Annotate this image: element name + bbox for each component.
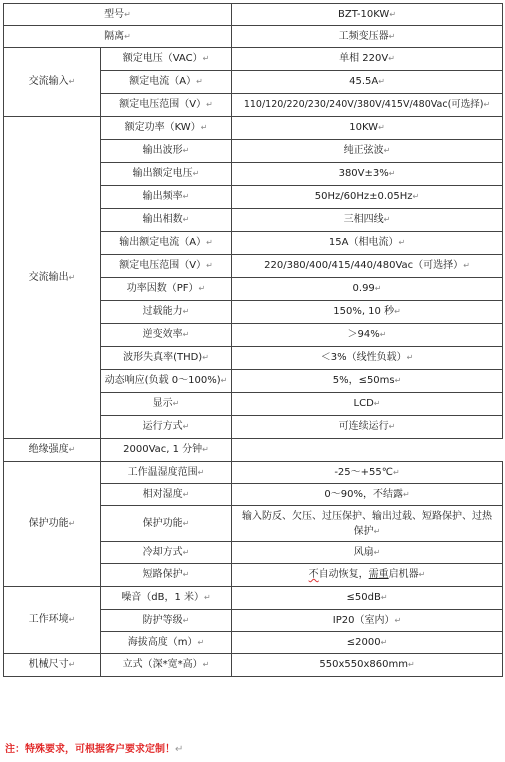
row-value: 380V±3%↵ — [232, 163, 503, 186]
table-row — [4, 26, 503, 48]
row-label-isolation: 隔离↵ — [4, 26, 232, 48]
table-row — [4, 462, 503, 484]
footnote: 注：特殊要求，可根据客户要求定制！↵ — [5, 744, 184, 755]
row-label: 相对湿度↵ — [101, 484, 232, 506]
row-label: 额定电流（A）↵ — [101, 71, 232, 94]
row-label: 输出额定电流（A）↵ — [101, 232, 232, 255]
row-value: 10KW↵ — [232, 117, 503, 140]
row-label: 运行方式↵ — [101, 416, 232, 439]
row-value: -25～+55℃↵ — [232, 462, 503, 484]
row-value: 输入防反、欠压、过压保护、输出过载、短路保护、过热保护↵ — [232, 506, 503, 542]
row-value: IP20（室内）↵ — [232, 610, 503, 632]
table-row — [4, 4, 503, 26]
row-label: 工作温湿度范围↵ — [101, 462, 232, 484]
row-label: 动态响应(负载 0～100%)↵ — [101, 370, 232, 393]
group-protection: 保护功能↵ — [4, 462, 101, 587]
row-value: 50Hz/60Hz±0.05Hz↵ — [232, 186, 503, 209]
group-ac-input: 交流输入↵ — [4, 48, 101, 117]
row-label: 噪音（dB，1 米）↵ — [101, 587, 232, 610]
row-value-isolation: 工频变压器↵ — [232, 26, 503, 48]
spec-table — [3, 3, 503, 677]
row-value: 15A（相电流）↵ — [232, 232, 503, 255]
row-value: LCD↵ — [232, 393, 503, 416]
row-label: 绝缘强度↵ — [4, 439, 101, 462]
row-value: ≤50dB↵ — [232, 587, 503, 610]
row-label: 输出相数↵ — [101, 209, 232, 232]
row-value: 45.5A↵ — [232, 71, 503, 94]
row-label: 额定功率（KW）↵ — [101, 117, 232, 140]
group-dimensions: 机械尺寸↵ — [4, 654, 101, 677]
row-value: 150%, 10 秒↵ — [232, 301, 503, 324]
row-label: 逆变效率↵ — [101, 324, 232, 347]
group-environment: 工作环境↵ — [4, 587, 101, 654]
row-value: 三相四线↵ — [232, 209, 503, 232]
row-value: 风扇↵ — [232, 542, 503, 564]
row-label: 海拔高度（m）↵ — [101, 632, 232, 654]
row-label: 输出频率↵ — [101, 186, 232, 209]
row-value: 单相 220V↵ — [232, 48, 503, 71]
row-value: ＞94%↵ — [232, 324, 503, 347]
row-value: 5%，≤50ms↵ — [232, 370, 503, 393]
table-row — [4, 587, 503, 610]
row-value: ＜3%（线性负载）↵ — [232, 347, 503, 370]
row-label: 功率因数（PF）↵ — [101, 278, 232, 301]
row-label: 输出额定电压↵ — [101, 163, 232, 186]
row-label: 额定电压（VAC）↵ — [101, 48, 232, 71]
row-label: 防护等级↵ — [101, 610, 232, 632]
row-value: 110/120/220/230/240V/380V/415V/480Vac(可选择)↵ — [232, 94, 503, 117]
row-value: 220/380/400/415/440/480Vac（可选择）↵ — [232, 255, 503, 278]
row-label: 短路保护↵ — [101, 564, 232, 587]
group-ac-output: 交流输出↵ — [4, 117, 101, 439]
row-value: 0～90%，不结露↵ — [232, 484, 503, 506]
row-label: 保护功能↵ — [101, 506, 232, 542]
row-label: 波形失真率(THD)↵ — [101, 347, 232, 370]
row-label: 额定电压范围（V）↵ — [101, 94, 232, 117]
row-label: 冷却方式↵ — [101, 542, 232, 564]
row-label: 立式（深*宽*高）↵ — [101, 654, 232, 677]
row-value: 可连续运行↵ — [232, 416, 503, 439]
row-value-model: BZT-10KW↵ — [232, 4, 503, 26]
return-mark: ↵ — [175, 744, 184, 755]
row-value: ≤2000↵ — [232, 632, 503, 654]
row-value: 0.99↵ — [232, 278, 503, 301]
row-label: 显示↵ — [101, 393, 232, 416]
table-row — [4, 48, 503, 71]
row-label: 输出波形↵ — [101, 140, 232, 163]
row-label: 过载能力↵ — [101, 301, 232, 324]
row-value: 纯正弦波↵ — [232, 140, 503, 163]
table-row — [4, 654, 503, 677]
table-row — [4, 439, 503, 462]
row-label-model: 型号↵ — [4, 4, 232, 26]
row-value: 不自动恢复，需重启机器↵ — [232, 564, 503, 587]
row-value: 550x550x860mm↵ — [232, 654, 503, 677]
row-label: 额定电压范围（V）↵ — [101, 255, 232, 278]
table-row — [4, 117, 503, 140]
row-value: 2000Vac, 1 分钟↵ — [101, 439, 232, 462]
